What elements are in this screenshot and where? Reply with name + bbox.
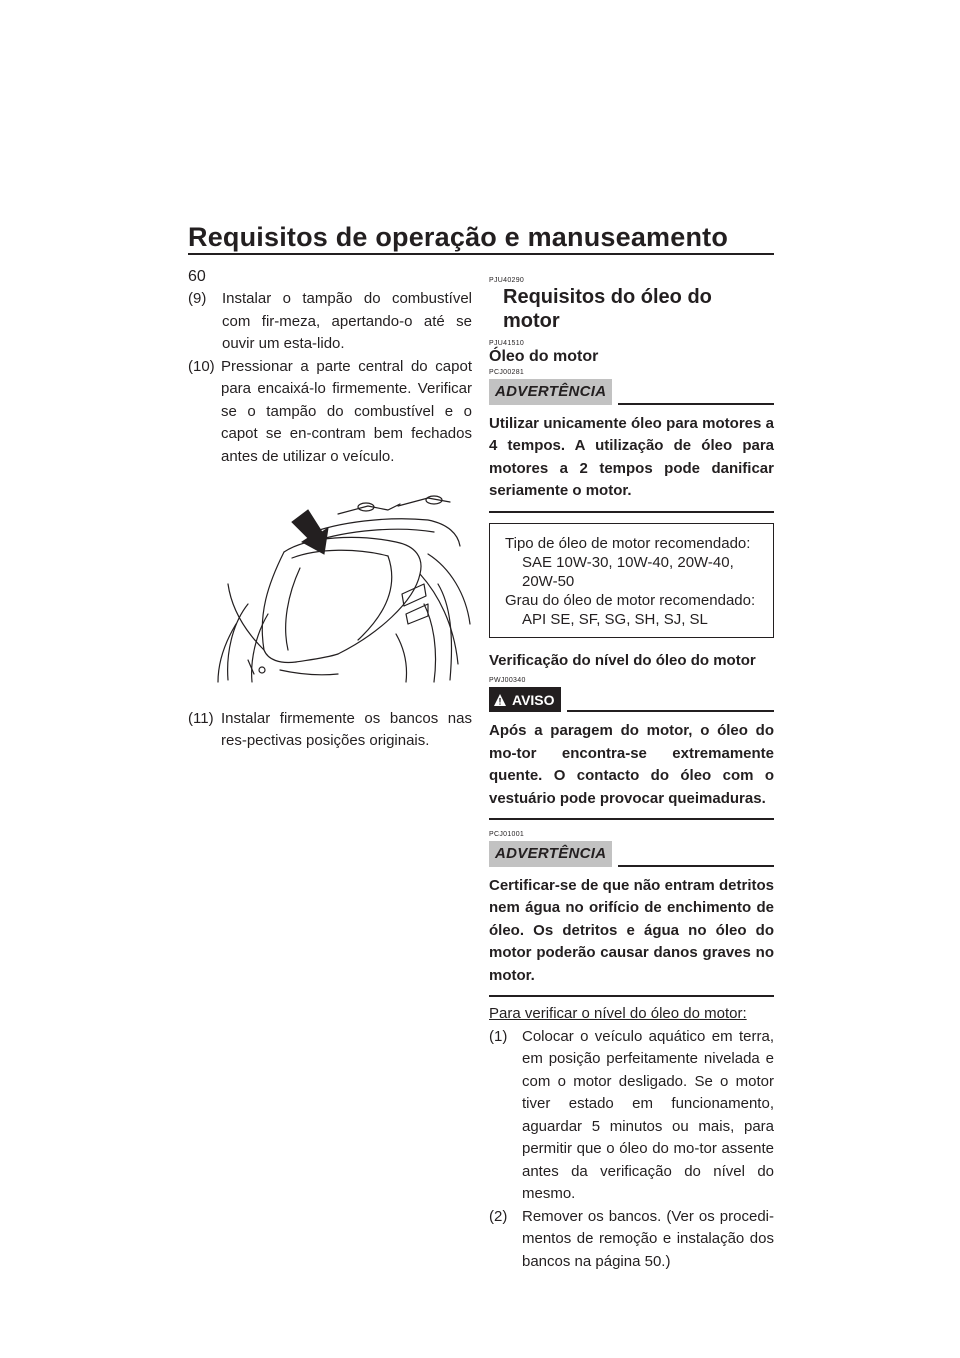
step-number: (11) [188,709,214,727]
section-rule [489,511,774,513]
advertencia-label: ADVERTÊNCIA [489,379,612,405]
aviso-badge [489,687,561,713]
aviso-label: AVISO [512,691,555,708]
subsection-title: Óleo do motor [489,348,599,365]
step-text: Instalar o tampão do combustível com fir-meza, apertando-o até se ouvir um esta-lido. [222,290,472,352]
step-text: Remover os bancos. (Ver os procedi-mentos de remoção e instalação dos bancos na página 50.) [522,1207,774,1270]
check-title: Verificação do nível do óleo do motor [489,651,756,669]
oil-grade-value: API SE, SF, SG, SH, SJ, SL [522,610,708,628]
reference-code: PJU41510 [489,340,525,347]
section-title: Requisitos do óleo do motor [503,286,712,332]
step-text: Colocar o veículo aquático em terra, em posição perfeitamente nivelada e com o motor desligado. Se o motor tiver estado em funcionamento, aguardar 5 minutos ou mais, para permitir que o óleo do mo-tor assente antes da verificação do nível do mesmo. [522,1027,774,1202]
step-10 [188,356,472,469]
advertencia-banner [489,379,774,405]
left-column [188,288,472,753]
watercraft-hood-illustration [188,484,472,684]
press-arrow-icon [292,510,328,554]
step-text: Pressionar a parte central do capot para encaixá-lo firmemente. Verificar se o tampão do combustível e o capot se en-contram bem fechados antes de utilizar o veículo. [221,357,472,465]
header-rule [188,253,774,255]
page-number: 60 [188,268,206,285]
banner-rule [618,403,774,405]
advertencia-text-2: Certificar-se de que não entram detritos nem água no orifício de enchimento de óleo. Os detritos e água no óleo do motor poderão causar danos graves no motor. [489,876,774,984]
reference-code: PCJ01001 [489,831,525,838]
banner-rule [567,710,774,712]
right-column [489,276,774,1273]
section-rule [489,818,774,820]
step-number: (9) [188,290,207,307]
oil-type-value: SAE 10W-30, 10W-40, 20W-40, 20W-50 [522,553,734,590]
step-11 [188,708,472,753]
advertencia-banner-2 [489,841,774,867]
step-9 [188,288,472,356]
reference-code: PJU40290 [489,277,525,284]
recommended-oil-box [489,523,774,638]
page-header-title: Requisitos de operação e manuseamento [188,222,729,252]
aviso-text: Após a paragem do motor, o óleo do mo-tor encontra-se extremamente quente. O contacto do óleo com o vestuário pode provocar queimaduras. [489,722,774,807]
step-number: (2) [489,1207,508,1225]
banner-rule [618,865,774,867]
oil-type-label: Tipo de óleo de motor recomendado: [505,534,751,552]
step-text: Instalar firmemente os bancos nas res-pectivas posições originais. [221,709,472,749]
step-number: (10) [188,357,215,375]
step-1 [489,1026,774,1206]
section-rule [489,995,774,997]
step-2 [489,1206,774,1274]
reference-code: PWJ00340 [489,676,526,684]
step-number: (1) [489,1027,508,1045]
aviso-banner [489,687,774,713]
advertencia-label: ADVERTÊNCIA [489,841,612,867]
procedure-title: Para verificar o nível do óleo do motor: [489,1005,747,1022]
reference-code: PCJ00281 [489,369,525,376]
oil-grade-label: Grau do óleo de motor recomendado: [505,591,756,609]
advertencia-text: Utilizar unicamente óleo para motores a 4 tempos. A utilização de óleo para motores a 2 tempos pode danificar seriamente o motor. [489,414,774,499]
warning-triangle-icon [493,693,507,707]
